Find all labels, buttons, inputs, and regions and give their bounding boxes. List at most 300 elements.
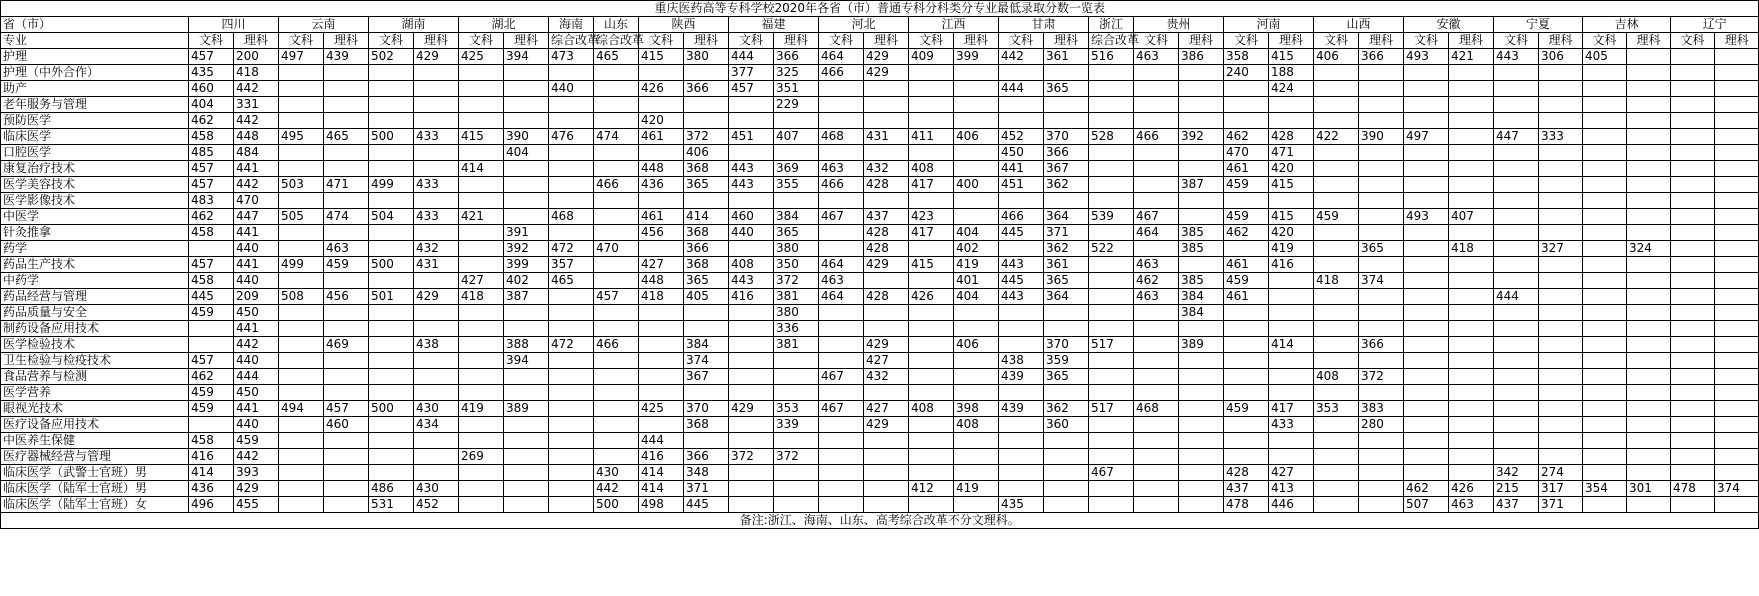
score-cell: 367 [1044, 161, 1089, 177]
score-cell: 437 [1494, 497, 1539, 513]
score-cell: 467 [819, 369, 864, 385]
score-cell [1671, 177, 1715, 193]
score-cell [1671, 321, 1715, 337]
score-cell [1404, 289, 1449, 305]
score-cell: 433 [1269, 417, 1314, 433]
score-cell: 428 [864, 177, 909, 193]
score-cell [1134, 369, 1179, 385]
score-cell [954, 145, 999, 161]
score-cell [1044, 481, 1089, 497]
score-cell [549, 401, 594, 417]
score-cell [954, 449, 999, 465]
province-header: 湖北 [459, 17, 549, 33]
score-cell: 466 [594, 337, 639, 353]
score-cell: 426 [1449, 481, 1494, 497]
score-cell [1179, 369, 1224, 385]
score-cell [1671, 257, 1715, 273]
score-cell: 368 [684, 417, 729, 433]
score-cell [369, 65, 414, 81]
score-cell [1715, 417, 1759, 433]
score-cell [1715, 97, 1759, 113]
score-cell [729, 305, 774, 321]
score-cell: 419 [954, 481, 999, 497]
score-cell: 441 [234, 257, 279, 273]
score-cell [1089, 385, 1134, 401]
score-cell: 369 [774, 161, 819, 177]
score-cell: 427 [1269, 465, 1314, 481]
table-row [1, 49, 1759, 65]
score-cell: 468 [819, 129, 864, 145]
score-cell: 362 [1044, 241, 1089, 257]
score-cell [1179, 353, 1224, 369]
score-cell [1449, 97, 1494, 113]
score-cell: 432 [864, 161, 909, 177]
score-cell [729, 481, 774, 497]
score-cell [1404, 177, 1449, 193]
score-cell: 414 [639, 465, 684, 481]
score-cell [594, 257, 639, 273]
score-cell: 366 [1044, 145, 1089, 161]
score-cell [999, 385, 1044, 401]
score-cell: 355 [774, 177, 819, 193]
score-cell [1627, 321, 1671, 337]
score-cell [639, 321, 684, 337]
score-cell [1583, 129, 1627, 145]
score-cell [1179, 193, 1224, 209]
score-cell [369, 97, 414, 113]
score-cell [1269, 353, 1314, 369]
score-cell [1089, 481, 1134, 497]
score-cell [504, 449, 549, 465]
score-cell: 435 [189, 65, 234, 81]
subject-header: 理科 [1359, 33, 1404, 49]
score-cell [1179, 209, 1224, 225]
table-row [1, 273, 1759, 289]
subject-header: 文科 [1134, 33, 1179, 49]
score-cell: 392 [1179, 129, 1224, 145]
score-cell [1671, 497, 1715, 513]
score-cell [1089, 289, 1134, 305]
score-cell: 450 [234, 385, 279, 401]
major-name: 临床医学（陆军士官班）男 [1, 481, 189, 497]
score-cell: 406 [954, 337, 999, 353]
score-cell: 462 [189, 369, 234, 385]
score-cell [819, 465, 864, 481]
score-cell: 516 [1089, 49, 1134, 65]
score-cell [279, 465, 324, 481]
score-cell [1359, 353, 1404, 369]
major-name: 制药设备应用技术 [1, 321, 189, 337]
score-cell: 415 [1269, 49, 1314, 65]
score-cell [1089, 305, 1134, 321]
score-cell: 442 [234, 177, 279, 193]
score-cell [1671, 97, 1715, 113]
score-cell [1359, 433, 1404, 449]
score-cell [864, 305, 909, 321]
score-cell [1449, 449, 1494, 465]
score-cell [1359, 497, 1404, 513]
table-row [1, 209, 1759, 225]
score-cell [684, 113, 729, 129]
score-cell: 459 [1314, 209, 1359, 225]
score-cell: 446 [1269, 497, 1314, 513]
major-name: 针灸推拿 [1, 225, 189, 241]
score-cell: 377 [729, 65, 774, 81]
score-cell [504, 385, 549, 401]
score-cell: 394 [504, 353, 549, 369]
score-cell: 440 [234, 273, 279, 289]
score-cell [1359, 177, 1404, 193]
score-cell: 484 [234, 145, 279, 161]
score-cell: 448 [639, 273, 684, 289]
score-cell [1179, 433, 1224, 449]
score-cell [1269, 193, 1314, 209]
score-cell [414, 161, 459, 177]
score-cell [189, 417, 234, 433]
score-cell [1539, 81, 1583, 97]
score-cell [1449, 145, 1494, 161]
score-cell [594, 401, 639, 417]
score-cell [1089, 145, 1134, 161]
score-cell [1449, 417, 1494, 433]
score-cell: 429 [864, 417, 909, 433]
score-cell: 364 [1044, 209, 1089, 225]
score-cell: 448 [639, 161, 684, 177]
score-cell: 436 [189, 481, 234, 497]
score-cell [1404, 145, 1449, 161]
subject-header: 文科 [189, 33, 234, 49]
score-cell: 429 [729, 401, 774, 417]
score-cell [954, 161, 999, 177]
score-cell: 505 [279, 209, 324, 225]
score-cell [1179, 417, 1224, 433]
subject-header-row [1, 33, 1759, 49]
score-cell: 451 [729, 129, 774, 145]
score-cell [1627, 65, 1671, 81]
score-cell [1359, 145, 1404, 161]
score-cell [1627, 465, 1671, 481]
province-header: 河南 [1224, 17, 1314, 33]
score-cell [1134, 161, 1179, 177]
score-cell [279, 81, 324, 97]
score-cell [1494, 385, 1539, 401]
province-header: 陕西 [639, 17, 729, 33]
major-name: 卫生检验与检疫技术 [1, 353, 189, 369]
score-cell: 466 [819, 65, 864, 81]
score-cell [369, 321, 414, 337]
score-cell: 459 [324, 257, 369, 273]
score-cell [459, 257, 504, 273]
score-cell [1179, 497, 1224, 513]
subject-header: 理科 [1044, 33, 1089, 49]
score-cell: 274 [1539, 465, 1583, 481]
score-cell: 443 [999, 257, 1044, 273]
score-cell: 456 [324, 289, 369, 305]
score-cell [1715, 369, 1759, 385]
score-cell: 517 [1089, 401, 1134, 417]
score-cell: 439 [999, 401, 1044, 417]
score-cell: 470 [234, 193, 279, 209]
score-cell [1089, 321, 1134, 337]
score-cell: 465 [324, 129, 369, 145]
table-row [1, 321, 1759, 337]
score-cell: 433 [414, 129, 459, 145]
score-cell [459, 321, 504, 337]
score-cell: 417 [909, 177, 954, 193]
score-cell [1449, 273, 1494, 289]
score-cell [279, 385, 324, 401]
score-cell [1539, 337, 1583, 353]
province-header: 山西 [1314, 17, 1404, 33]
table-row [1, 401, 1759, 417]
score-cell [504, 193, 549, 209]
score-cell [639, 305, 684, 321]
score-cell [1404, 401, 1449, 417]
score-cell [1494, 273, 1539, 289]
score-cell [1715, 209, 1759, 225]
score-cell: 408 [729, 257, 774, 273]
subject-header: 文科 [279, 33, 324, 49]
score-cell [1583, 497, 1627, 513]
score-cell: 438 [999, 353, 1044, 369]
score-cell: 407 [774, 129, 819, 145]
score-cell [324, 497, 369, 513]
score-cell: 372 [1359, 369, 1404, 385]
score-cell: 429 [864, 337, 909, 353]
score-cell [459, 481, 504, 497]
score-cell: 420 [639, 113, 684, 129]
score-cell: 431 [414, 257, 459, 273]
score-cell: 333 [1539, 129, 1583, 145]
score-cell [819, 193, 864, 209]
score-cell [819, 353, 864, 369]
score-cell [1671, 337, 1715, 353]
score-cell: 464 [819, 49, 864, 65]
score-cell: 500 [369, 401, 414, 417]
score-cell: 474 [594, 129, 639, 145]
score-cell: 414 [639, 481, 684, 497]
score-cell [1044, 497, 1089, 513]
score-cell: 404 [954, 289, 999, 305]
score-cell: 458 [189, 129, 234, 145]
score-cell [1269, 449, 1314, 465]
score-cell: 433 [414, 177, 459, 193]
score-cell [1044, 97, 1089, 113]
score-cell [1494, 145, 1539, 161]
score-cell: 390 [504, 129, 549, 145]
score-cell [1224, 97, 1269, 113]
score-cell [1044, 465, 1089, 481]
score-cell [594, 161, 639, 177]
score-cell: 443 [999, 289, 1044, 305]
subject-header: 文科 [819, 33, 864, 49]
score-cell [999, 65, 1044, 81]
score-cell [1359, 385, 1404, 401]
score-cell [1314, 97, 1359, 113]
score-cell [999, 193, 1044, 209]
major-name: 康复治疗技术 [1, 161, 189, 177]
score-cell [819, 417, 864, 433]
score-cell: 365 [1044, 81, 1089, 97]
score-cell [1627, 225, 1671, 241]
major-name: 医疗设备应用技术 [1, 417, 189, 433]
score-cell [999, 465, 1044, 481]
score-cell: 412 [909, 481, 954, 497]
score-cell [1715, 337, 1759, 353]
subject-header: 文科 [1494, 33, 1539, 49]
province-header: 云南 [279, 17, 369, 33]
score-cell: 443 [1494, 49, 1539, 65]
score-cell: 389 [1179, 337, 1224, 353]
score-cell [594, 209, 639, 225]
score-cell: 440 [234, 241, 279, 257]
score-cell [1671, 129, 1715, 145]
score-cell [729, 97, 774, 113]
score-cell [1449, 177, 1494, 193]
score-cell [1627, 193, 1671, 209]
table-row [1, 337, 1759, 353]
score-cell: 459 [1224, 209, 1269, 225]
score-cell [999, 337, 1044, 353]
score-cell [504, 321, 549, 337]
score-cell [1539, 353, 1583, 369]
score-cell [1627, 209, 1671, 225]
score-cell [594, 193, 639, 209]
score-cell: 456 [639, 225, 684, 241]
score-cell: 464 [819, 257, 864, 273]
score-cell: 478 [1224, 497, 1269, 513]
score-cell: 359 [1044, 353, 1089, 369]
subject-header: 文科 [1314, 33, 1359, 49]
subject-header: 文科 [909, 33, 954, 49]
score-cell [1494, 161, 1539, 177]
score-cell [1671, 353, 1715, 369]
score-cell [1494, 257, 1539, 273]
score-cell [639, 369, 684, 385]
score-cell [1314, 241, 1359, 257]
score-cell [1449, 161, 1494, 177]
subject-header: 理科 [954, 33, 999, 49]
score-cell: 427 [639, 257, 684, 273]
score-cell: 443 [729, 273, 774, 289]
score-cell: 387 [1179, 177, 1224, 193]
score-cell [414, 225, 459, 241]
score-cell [1269, 369, 1314, 385]
score-cell: 417 [1269, 401, 1314, 417]
score-cell [1449, 369, 1494, 385]
score-cell [1671, 385, 1715, 401]
score-cell [1314, 161, 1359, 177]
score-cell [1715, 465, 1759, 481]
score-cell [864, 321, 909, 337]
score-cell: 418 [1314, 273, 1359, 289]
score-cell [1539, 161, 1583, 177]
score-cell: 317 [1539, 481, 1583, 497]
score-cell: 416 [639, 449, 684, 465]
score-cell: 399 [954, 49, 999, 65]
score-cell [324, 385, 369, 401]
score-cell [414, 81, 459, 97]
score-cell [1179, 385, 1224, 401]
score-cell: 500 [594, 497, 639, 513]
score-cell [504, 209, 549, 225]
major-name: 预防医学 [1, 113, 189, 129]
score-cell: 450 [999, 145, 1044, 161]
score-cell [1671, 193, 1715, 209]
subject-header: 理科 [234, 33, 279, 49]
score-cell: 497 [1404, 129, 1449, 145]
score-cell: 442 [234, 449, 279, 465]
score-cell [1179, 321, 1224, 337]
score-cell [1404, 369, 1449, 385]
score-cell: 432 [414, 241, 459, 257]
score-cell: 531 [369, 497, 414, 513]
score-cell [1449, 433, 1494, 449]
table-row [1, 417, 1759, 433]
score-cell: 463 [1134, 257, 1179, 273]
score-cell [1134, 497, 1179, 513]
score-cell: 429 [864, 65, 909, 81]
score-cell [369, 433, 414, 449]
score-cell [1449, 65, 1494, 81]
score-cell [774, 497, 819, 513]
score-cell [1539, 417, 1583, 433]
score-cell [1583, 465, 1627, 481]
subject-header: 文科 [639, 33, 684, 49]
score-cell: 353 [1314, 401, 1359, 417]
score-cell [1269, 273, 1314, 289]
score-cell [1671, 401, 1715, 417]
score-cell [1494, 241, 1539, 257]
score-cell [774, 193, 819, 209]
score-cell [459, 113, 504, 129]
score-cell: 354 [1583, 481, 1627, 497]
score-cell [279, 321, 324, 337]
score-cell [909, 113, 954, 129]
score-cell: 366 [774, 49, 819, 65]
score-cell: 385 [1179, 241, 1224, 257]
score-cell [909, 353, 954, 369]
score-cell: 507 [1404, 497, 1449, 513]
score-cell: 406 [954, 129, 999, 145]
score-cell [999, 305, 1044, 321]
score-cell: 364 [1044, 289, 1089, 305]
score-cell: 416 [189, 449, 234, 465]
score-cell [279, 273, 324, 289]
score-cell [504, 161, 549, 177]
score-cell: 466 [819, 177, 864, 193]
score-cell [729, 385, 774, 401]
score-cell: 441 [234, 321, 279, 337]
score-cell [954, 97, 999, 113]
score-cell: 405 [1583, 49, 1627, 65]
score-cell: 499 [279, 257, 324, 273]
score-cell [864, 481, 909, 497]
score-cell [954, 321, 999, 337]
score-cell: 463 [1449, 497, 1494, 513]
table-row [1, 129, 1759, 145]
score-cell: 390 [1359, 129, 1404, 145]
score-cell: 371 [1044, 225, 1089, 241]
score-cell [729, 113, 774, 129]
score-cell [369, 449, 414, 465]
score-cell [594, 273, 639, 289]
subject-header: 文科 [1583, 33, 1627, 49]
score-cell: 467 [819, 209, 864, 225]
score-cell: 504 [369, 209, 414, 225]
score-cell: 459 [1224, 273, 1269, 289]
score-cell [1715, 49, 1759, 65]
